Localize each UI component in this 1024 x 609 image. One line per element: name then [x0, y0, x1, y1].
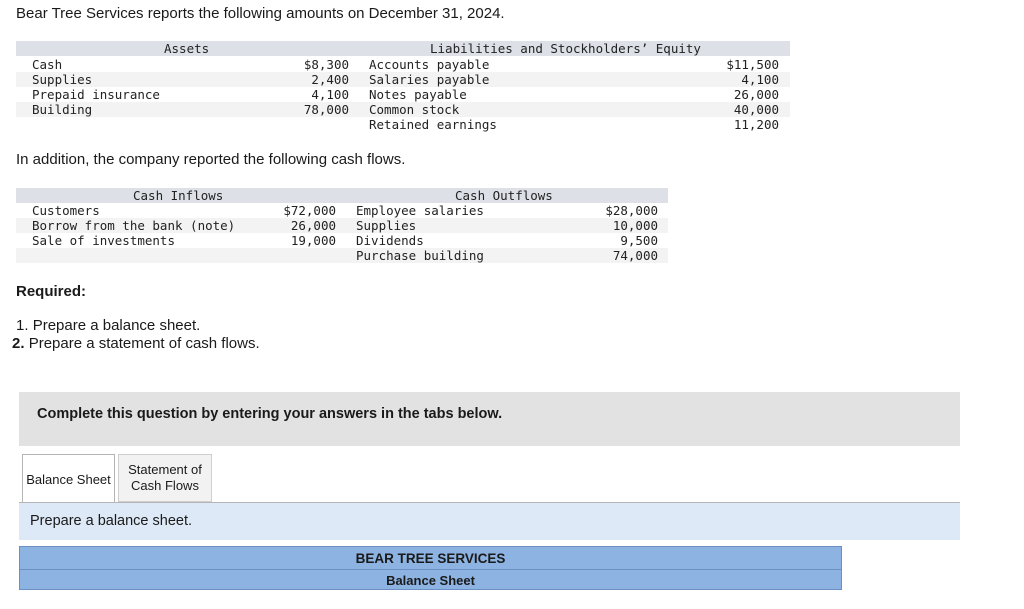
company-name-header — [19, 546, 842, 570]
cash-outflows-header: Cash Outflows — [455, 188, 553, 203]
liabilities-header: Liabilities and Stockholders’ Equity — [430, 41, 701, 56]
required-item-number: 2. — [12, 335, 25, 352]
instruction-text: Prepare a balance sheet. — [30, 513, 193, 529]
table-row — [16, 218, 668, 233]
asset-label: Supplies — [32, 72, 93, 87]
liability-label: Common stock — [369, 102, 460, 117]
outflow-amount: 74,000 — [612, 248, 658, 263]
table-row — [16, 117, 790, 132]
asset-label: Building — [32, 102, 93, 117]
assets-header: Assets — [164, 41, 210, 56]
cash-intro-text: In addition, the company reported the following cash flows. — [16, 151, 406, 168]
table-row — [16, 57, 790, 72]
table-row — [16, 72, 790, 87]
table-row — [16, 233, 668, 248]
required-title: Required: — [16, 283, 87, 300]
inflow-label: Customers — [32, 203, 100, 218]
liability-label: Accounts payable — [369, 57, 490, 72]
asset-label: Cash — [32, 57, 63, 72]
liability-amount: 26,000 — [733, 87, 779, 102]
inflow-label: Sale of investments — [32, 233, 175, 248]
cash-table-header — [16, 188, 668, 203]
asset-label: Prepaid insurance — [32, 87, 160, 102]
liability-amount: 4,100 — [741, 72, 779, 87]
liability-label: Retained earnings — [369, 117, 497, 132]
liability-amount: 11,200 — [733, 117, 779, 132]
liability-amount: $11,500 — [726, 57, 779, 72]
asset-amount: $8,300 — [303, 57, 349, 72]
required-item-text: Prepare a statement of cash flows. — [28, 335, 260, 352]
required-item — [12, 335, 260, 352]
outflow-label: Employee salaries — [356, 203, 484, 218]
panel-text: Complete this question by entering your answers in the tabs below. — [37, 406, 503, 422]
outflow-amount: 9,500 — [620, 233, 658, 248]
statement-title: Balance Sheet — [386, 573, 475, 588]
asset-amount: 2,400 — [311, 72, 349, 87]
table-row — [16, 248, 668, 263]
liability-amount: 40,000 — [733, 102, 779, 117]
liability-label: Notes payable — [369, 87, 467, 102]
outflow-label: Dividends — [356, 233, 424, 248]
required-item-number: 1. — [16, 317, 29, 334]
asset-amount: 78,000 — [303, 102, 349, 117]
outflow-amount: 10,000 — [612, 218, 658, 233]
inflow-amount: 26,000 — [290, 218, 336, 233]
cash-inflows-header: Cash Inflows — [133, 188, 224, 203]
outflow-label: Purchase building — [356, 248, 484, 263]
tab-label-line1: Statement of — [128, 462, 202, 477]
instruction-bar — [19, 503, 960, 540]
intro-text: Bear Tree Services reports the following amounts on December 31, 2024. — [16, 5, 505, 22]
outflow-label: Supplies — [356, 218, 417, 233]
table-row — [16, 203, 668, 218]
tab-statement-of-cash-flows[interactable] — [118, 454, 212, 502]
tab-label: Balance Sheet — [26, 471, 111, 487]
statement-title-header — [19, 569, 842, 590]
liability-label: Salaries payable — [369, 72, 490, 87]
company-name: BEAR TREE SERVICES — [355, 551, 506, 566]
inflow-amount: $72,000 — [283, 203, 336, 218]
required-item-text: Prepare a balance sheet. — [32, 317, 201, 334]
required-item — [16, 317, 200, 334]
asset-amount: 4,100 — [311, 87, 349, 102]
tab-label-line2: Cash Flows — [131, 478, 199, 493]
instruction-panel — [19, 392, 960, 446]
balance-table-header — [16, 41, 790, 56]
inflow-amount: 19,000 — [290, 233, 336, 248]
inflow-label: Borrow from the bank (note) — [32, 218, 236, 233]
outflow-amount: $28,000 — [605, 203, 658, 218]
table-row — [16, 87, 790, 102]
tab-balance-sheet[interactable] — [22, 454, 115, 503]
table-row — [16, 102, 790, 117]
